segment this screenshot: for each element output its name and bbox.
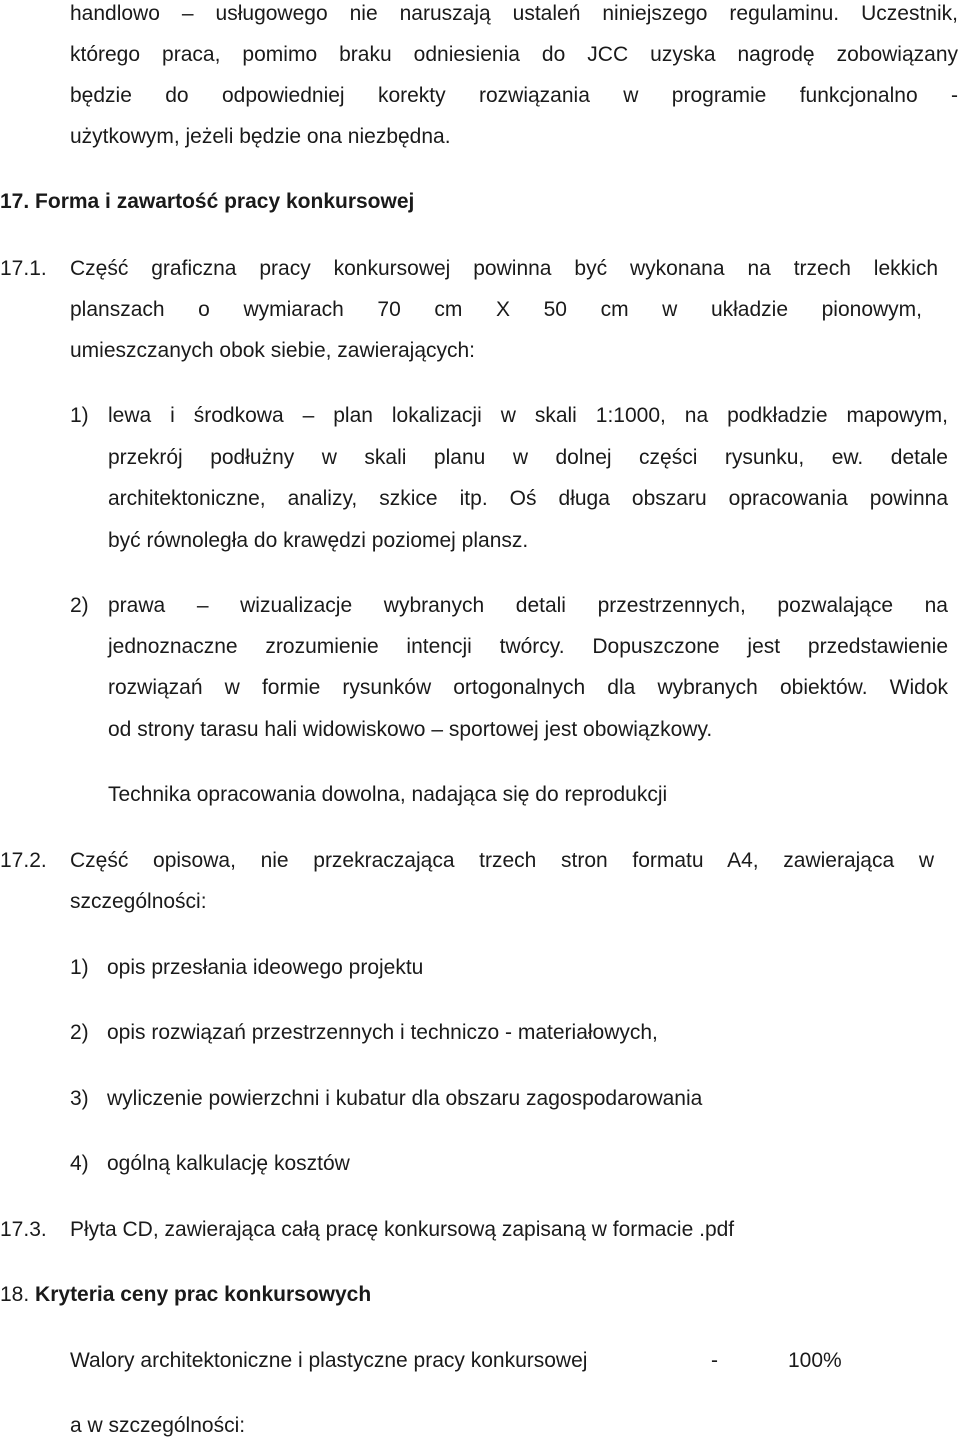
p172-line-1: Część opisowa, nie przekraczająca trzech stron formatu A4, zawierająca w xyxy=(70,849,934,872)
list172-item-4-text: ogólną kalkulację kosztów xyxy=(107,1152,350,1175)
p171-number: 17.1. xyxy=(0,257,47,280)
item-2-line-4: od strony tarasu hali widowiskowo – sportowej jest obowiązkowy. xyxy=(108,718,713,741)
item-1-line-3: architektoniczne, analizy, szkice itp. Oś długa obszaru opracowania powinna xyxy=(108,487,948,510)
section-17-heading xyxy=(0,188,414,216)
intro-line-3: będzie do odpowiedniej korekty rozwiązania w programie funkcjonalno - xyxy=(70,84,958,107)
p173-number: 17.3. xyxy=(0,1218,47,1241)
section-18-number: 18. xyxy=(0,1283,30,1306)
intro-line-2: którego praca, pomimo braku odniesienia do JCC uzyska nagrodę zobowiązany xyxy=(70,43,958,66)
intro-line-1: handlowo – usługowego nie naruszają ustaleń niniejszego regulaminu. Uczestnik, xyxy=(70,2,958,25)
list172-item-3-text: wyliczenie powierzchni i kubatur dla obszaru zagospodarowania xyxy=(107,1087,703,1110)
item-2-number: 2) xyxy=(70,594,89,617)
list172-item-3-number: 3) xyxy=(70,1087,89,1110)
criteria-label: Walory architektoniczne i plastyczne pracy konkursowej xyxy=(70,1349,588,1372)
list172-item-2-text: opis rozwiązań przestrzennych i techniczo - materiałowych, xyxy=(107,1021,658,1044)
p173-text: Płyta CD, zawierająca całą pracę konkursową zapisaną w formacie .pdf xyxy=(70,1218,735,1241)
item-1-line-4: być równoległa do krawędzi poziomej plansz. xyxy=(108,529,529,552)
list172-item-1-text: opis przesłania ideowego projektu xyxy=(107,956,424,979)
list172-item-4-number: 4) xyxy=(70,1152,89,1175)
p171-line-3: umieszczanych obok siebie, zawierających: xyxy=(70,339,476,362)
section-18-heading xyxy=(0,1281,371,1309)
criteria-value: 100% xyxy=(788,1349,842,1372)
item-1-line-1: lewa i środkowa – plan lokalizacji w skali 1:1000, na podkładzie mapowym, xyxy=(108,404,948,427)
closing-text: a w szczególności: xyxy=(70,1414,246,1437)
intro-line-4: użytkowym, jeżeli będzie ona niezbędna. xyxy=(70,125,451,148)
item-1-line-2: przekrój podłużny w skali planu w dolnej części rysunku, ew. detale xyxy=(108,446,948,469)
section-18-title: Kryteria ceny prac konkursowych xyxy=(35,1283,372,1306)
p172-line-2: szczególności: xyxy=(70,890,207,913)
list172-item-1-number: 1) xyxy=(70,956,89,979)
item-2-line-3: rozwiązań w formie rysunków ortogonalnych dla wybranych obiektów. Widok xyxy=(108,676,948,699)
p171-line-1: Część graficzna pracy konkursowej powinna być wykonana na trzech lekkich xyxy=(70,257,938,280)
list172-item-2-number: 2) xyxy=(70,1021,89,1044)
criteria-dash: - xyxy=(711,1349,718,1372)
technika-note: Technika opracowania dowolna, nadająca się do reprodukcji xyxy=(108,783,668,806)
section-17-number: 17. xyxy=(0,190,30,213)
item-1-number: 1) xyxy=(70,404,89,427)
p172-number: 17.2. xyxy=(0,849,47,872)
item-2-line-2: jednoznaczne zrozumienie intencji twórcy. Dopuszczone jest przedstawienie xyxy=(108,635,948,658)
item-2-line-1: prawa – wizualizacje wybranych detali przestrzennych, pozwalające na xyxy=(108,594,948,617)
p171-line-2: planszach o wymiarach 70 cm X 50 cm w układzie pionowym, xyxy=(70,298,922,321)
section-17-title: Forma i zawartość pracy konkursowej xyxy=(35,190,415,213)
